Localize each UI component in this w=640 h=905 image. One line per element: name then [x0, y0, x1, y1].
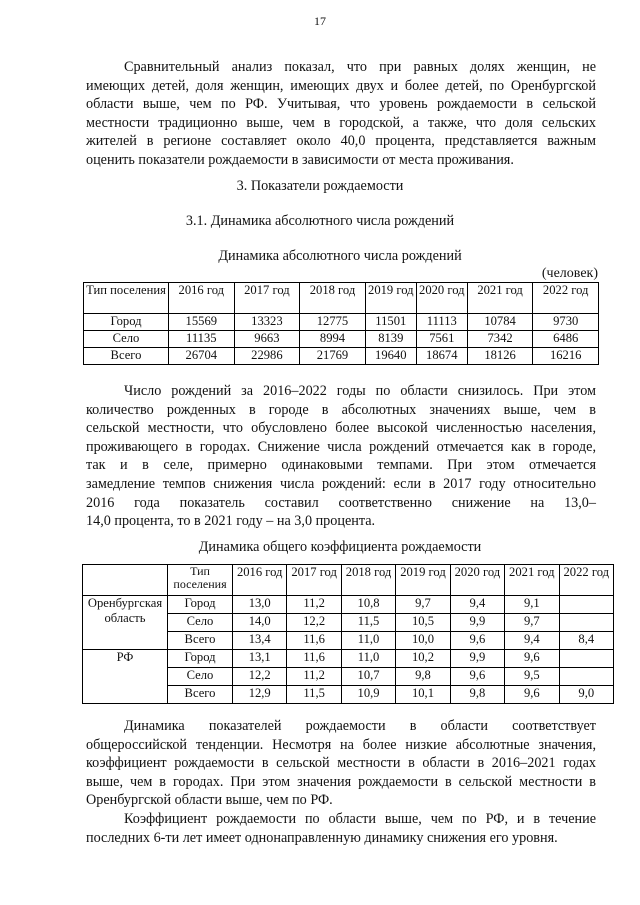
table-cell: 10,0 — [396, 632, 450, 650]
table-cell: 16216 — [533, 348, 599, 365]
table-cell: 10784 — [467, 314, 533, 331]
table-cell: 10,2 — [396, 650, 450, 668]
table-cell: 9,7 — [396, 596, 450, 614]
table-cell: Город — [168, 596, 233, 614]
table-cell: 8994 — [300, 331, 366, 348]
table-cell: 13,1 — [233, 650, 287, 668]
table-cell: 10,9 — [341, 686, 395, 704]
table-row — [84, 314, 599, 331]
table-cell: 15569 — [169, 314, 235, 331]
table-cell: 22986 — [234, 348, 300, 365]
text-line: оценить показатели рождаемости в зависимости от места проживания. — [86, 151, 514, 168]
header-cell: Тип поселения — [84, 283, 169, 314]
table-cell: 10,8 — [341, 596, 395, 614]
text-line: коэффициент рождаемости в сельской местности в области в 2016–2021 годах — [86, 755, 596, 772]
table-cell: 13,4 — [233, 632, 287, 650]
text-line: области выше, чем по РФ. Учитывая, что уровень рождаемости в сельской — [86, 96, 596, 113]
table-cell: 11,2 — [287, 668, 341, 686]
table-cell: 9,1 — [505, 596, 559, 614]
header-cell: 2021 год — [467, 283, 533, 314]
table-cell: 9,6 — [505, 686, 559, 704]
table-cell: Город — [84, 314, 169, 331]
text-line: проживающего в городах. Снижение числа рождений отмечается как в городе, — [86, 438, 596, 455]
text-line: Сравнительный анализ показал, что при равных долях женщин, не — [124, 59, 596, 75]
table-cell: 12775 — [300, 314, 366, 331]
paragraph-rate-comparison — [86, 810, 596, 847]
table-cell: 11,5 — [341, 614, 395, 632]
text-line: жителей в регионе составляет около 40,0 процента, представляется важным — [86, 133, 596, 150]
table-row — [83, 596, 614, 614]
table-cell: 8139 — [365, 331, 416, 348]
table-cell: 21769 — [300, 348, 366, 365]
table-cell: Всего — [84, 348, 169, 365]
table-cell: Село — [168, 614, 233, 632]
paragraph-births-decline — [86, 382, 596, 531]
header-cell: 2022 год — [533, 283, 599, 314]
table-cell: 11,0 — [341, 650, 395, 668]
paragraph-comparative-analysis — [86, 58, 596, 170]
table-cell: 11501 — [365, 314, 416, 331]
text-line: общероссийской тенденции. Несмотря на более низкие абсолютные значения, — [86, 736, 596, 753]
table-cell: 11,6 — [287, 650, 341, 668]
table-cell: 11,0 — [341, 632, 395, 650]
table-cell: 9,6 — [450, 668, 504, 686]
text-line: 2016 года показатель составил соответственно снижение на 13,0– — [86, 494, 596, 511]
text-line: имеющих детей, доля женщин, имеющих двух и более детей, по Оренбургской — [86, 77, 596, 94]
table-cell: 11135 — [169, 331, 235, 348]
header-cell: 2018 год — [341, 565, 395, 596]
table-cell — [559, 650, 613, 668]
table-cell: 11,6 — [287, 632, 341, 650]
table-cell: 11113 — [416, 314, 467, 331]
table-cell: 12,9 — [233, 686, 287, 704]
text-line: выше, чем в городах. При этом значения рождаемости в сельской местности в — [86, 773, 596, 790]
table-cell: Село — [84, 331, 169, 348]
header-cell: 2020 год — [416, 283, 467, 314]
table-cell — [559, 614, 613, 632]
table-row — [84, 331, 599, 348]
header-cell: 2019 год — [396, 565, 450, 596]
table-cell: 10,1 — [396, 686, 450, 704]
table-row — [83, 650, 614, 668]
table-cell — [559, 596, 613, 614]
table-cell: 9,6 — [505, 650, 559, 668]
table-cell: 11,5 — [287, 686, 341, 704]
table-cell: 9,8 — [396, 668, 450, 686]
table-cell: 12,2 — [287, 614, 341, 632]
header-cell: 2016 год — [169, 283, 235, 314]
text-line: Оренбургской области выше, чем по РФ. — [86, 792, 333, 809]
header-cell: 2019 год — [365, 283, 416, 314]
text-line: Число рождений за 2016–2022 годы по области снизилось. При этом — [124, 383, 596, 399]
text-line: Динамика показателей рождаемости в области соответствует — [124, 718, 596, 734]
header-cell: Тип поселения — [168, 565, 233, 596]
table-cell: 11,2 — [287, 596, 341, 614]
text-line: Коэффициент рождаемости по области выше, чем по РФ, и в течение — [124, 811, 596, 827]
table-cell: 18126 — [467, 348, 533, 365]
table-cell: 9,9 — [450, 650, 504, 668]
table-cell: 7561 — [416, 331, 467, 348]
header-cell — [83, 565, 168, 596]
header-cell: 2021 год — [505, 565, 559, 596]
table-cell: 14,0 — [233, 614, 287, 632]
table-cell: 9,5 — [505, 668, 559, 686]
section-title: 3. Показатели рождаемости — [236, 178, 404, 194]
birth-rate-table — [82, 564, 614, 704]
table-cell: Всего — [168, 632, 233, 650]
table-header-row — [83, 565, 614, 596]
header-cell: 2022 год — [559, 565, 613, 596]
table-cell: 19640 — [365, 348, 416, 365]
table-cell: 6486 — [533, 331, 599, 348]
table-cell: 9730 — [533, 314, 599, 331]
subsection-title: 3.1. Динамика абсолютного числа рождений — [185, 213, 455, 229]
header-cell: 2020 год — [450, 565, 504, 596]
table1-caption: Динамика абсолютного числа рождений — [218, 248, 462, 264]
table-cell: Город — [168, 650, 233, 668]
table-cell: 8,4 — [559, 632, 613, 650]
table-cell: Село — [168, 668, 233, 686]
births-table — [83, 282, 599, 365]
table-cell: 9663 — [234, 331, 300, 348]
text-line: последних 6-ти лет имеет однонаправленную динамику снижения его уровня. — [86, 829, 558, 846]
table1-unit: (человек) — [541, 266, 598, 281]
text-line: местности традиционно выше, чем в городской, а также, что доля сельских — [86, 114, 596, 131]
text-line: так и в селе, примерно одинаковыми темпами. При этом отмечается — [86, 457, 596, 474]
text-line: замедление темпов снижения числа рождений: если в 2017 году относительно — [86, 475, 596, 492]
table-cell: 10,5 — [396, 614, 450, 632]
table-cell: 9,4 — [505, 632, 559, 650]
text-line: сельской местности, что обусловлено более высокой численностью населения, — [86, 420, 596, 437]
table-cell: Всего — [168, 686, 233, 704]
table-header-row — [84, 283, 599, 314]
page-number: 17 — [314, 14, 326, 28]
table-cell: 12,2 — [233, 668, 287, 686]
header-cell: 2018 год — [300, 283, 366, 314]
table-cell: 9,6 — [450, 632, 504, 650]
table-row — [84, 348, 599, 365]
text-line: 14,0 процента, то в 2021 году – на 3,0 процента. — [86, 513, 376, 530]
table-cell — [559, 668, 613, 686]
table-cell: 13323 — [234, 314, 300, 331]
table-cell: 26704 — [169, 348, 235, 365]
table-cell: 10,7 — [341, 668, 395, 686]
table-cell: 9,0 — [559, 686, 613, 704]
table2-caption: Динамика общего коэффициента рождаемости — [198, 539, 482, 555]
table-cell: 13,0 — [233, 596, 287, 614]
table-cell: 9,7 — [505, 614, 559, 632]
table-cell: 9,9 — [450, 614, 504, 632]
header-cell: 2017 год — [234, 283, 300, 314]
region-cell: РФ — [83, 650, 168, 704]
table-cell: 9,4 — [450, 596, 504, 614]
header-cell: 2017 год — [287, 565, 341, 596]
table-cell: 9,8 — [450, 686, 504, 704]
text-line: количество рожденных в городе в абсолютных значениях выше, чем в — [86, 401, 596, 418]
table-cell: 7342 — [467, 331, 533, 348]
table-cell: 18674 — [416, 348, 467, 365]
header-cell: 2016 год — [233, 565, 287, 596]
region-cell: Оренбургская область — [83, 596, 168, 650]
paragraph-rate-dynamics — [86, 717, 596, 810]
